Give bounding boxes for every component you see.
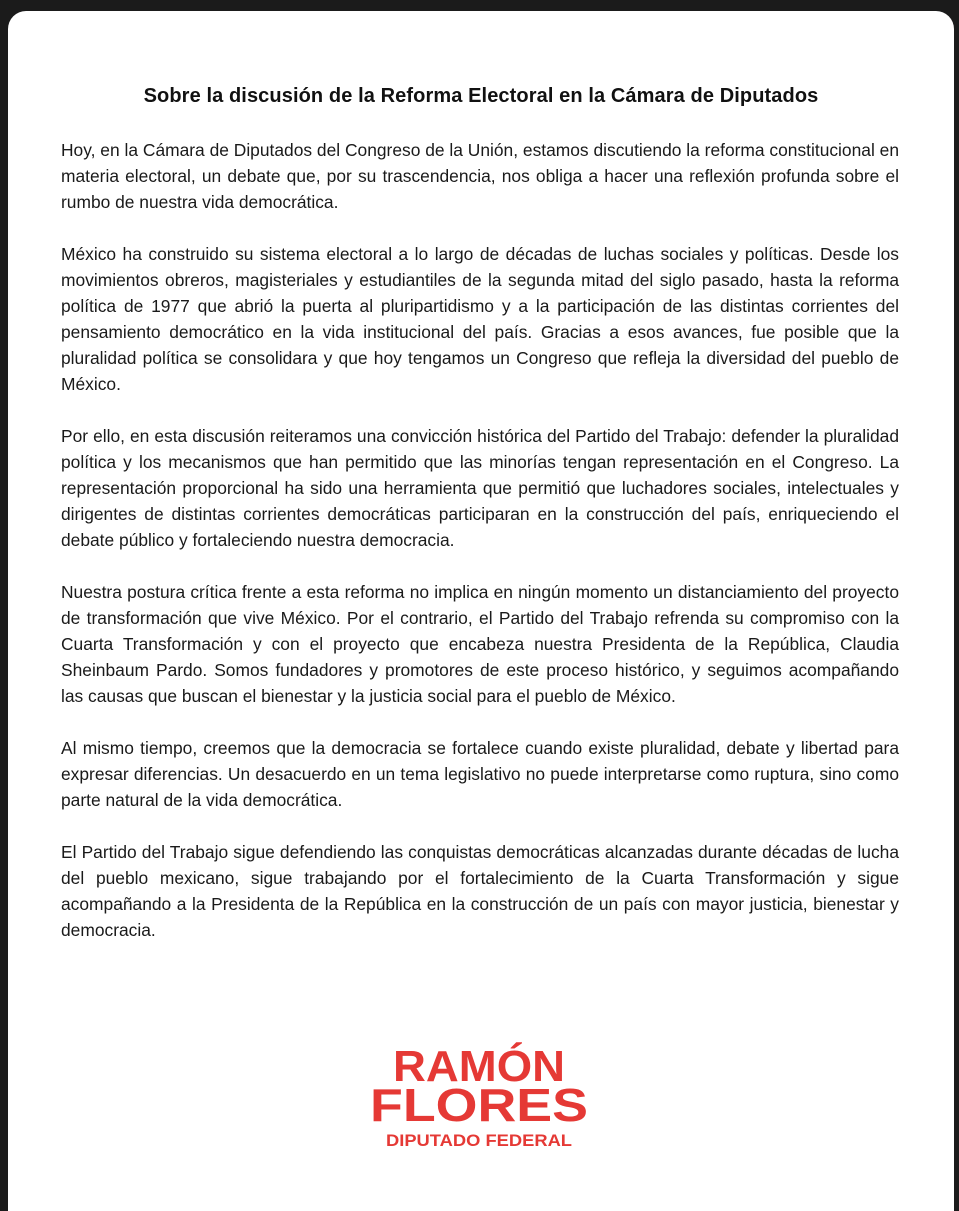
signature-logo-svg	[363, 1038, 595, 1153]
signature-position: DIPUTADO FEDERAL	[386, 1131, 572, 1150]
signature-logo	[363, 1038, 595, 1153]
paragraph-1: Hoy, en la Cámara de Diputados del Congreso de la Unión, estamos discutiendo la reforma constitucional en materia electoral, un debate que, por su trascendencia, nos obliga a hacer una reflexión profunda sobre el rumbo de nuestra vida democrática.	[61, 140, 899, 212]
paragraph-5: Al mismo tiempo, creemos que la democracia se fortalece cuando existe pluralidad, debate y libertad para expresar diferencias. Un desacuerdo en un tema legislativo no puede interpretarse como ruptura, sino como parte natural de la vida democrática.	[61, 738, 899, 810]
signature-last-name: FLORES	[370, 1079, 588, 1131]
paragraph-2: México ha construido su sistema electoral a lo largo de décadas de luchas sociales y políticas. Desde los movimientos obreros, magisteriales y estudiantiles de la segunda mitad del siglo pasado, hasta la reforma política de 1977 que abrió la puerta al pluripartidismo y a la participación de las distintas corrientes del pensamiento democrático en la vida institucional del país. Gracias a esos avances, fue posible que la pluralidad política se consolidara y que hoy tengamos un Congreso que refleja la diversidad del pueblo de México.	[61, 244, 899, 394]
paragraph-4: Nuestra postura crítica frente a esta reforma no implica en ningún momento un distanciamiento del proyecto de transformación que vive México. Por el contrario, el Partido del Trabajo refrenda su compromiso con la Cuarta Transformación y con el proyecto que encabeza nuestra Presidenta de la República, Claudia Sheinbaum Pardo. Somos fundadores y promotores de este proceso histórico, y seguimos acompañando las causas que buscan el bienestar y la justicia social para el pueblo de México.	[61, 582, 899, 706]
paragraph-3: Por ello, en esta discusión reiteramos una convicción histórica del Partido del Trabajo: defender la pluralidad política y los mecanismos que han permitido que las minorías tengan representación en el Congreso. La representación proporcional ha sido una herramienta que permitió que luchadores sociales, intelectuales y dirigentes de distintas corrientes democráticas participaran en la construcción del país, enriqueciendo el debate público y fortaleciendo nuestra democracia.	[61, 426, 899, 550]
document-body	[61, 137, 899, 969]
paragraph-6: El Partido del Trabajo sigue defendiendo las conquistas democráticas alcanzadas durante décadas de lucha del pueblo mexicano, sigue trabajando por el fortalecimiento de la Cuarta Transformación y sigue acompañando a la Presidenta de la República en la construcción de un país con mayor justicia, bienestar y democracia.	[61, 842, 899, 940]
document-page	[8, 11, 954, 1211]
signature-first-name: RAMÓN	[393, 1042, 560, 1091]
document-title: Sobre la discusión de la Reforma Electoral en la Cámara de Diputados	[143, 85, 819, 107]
